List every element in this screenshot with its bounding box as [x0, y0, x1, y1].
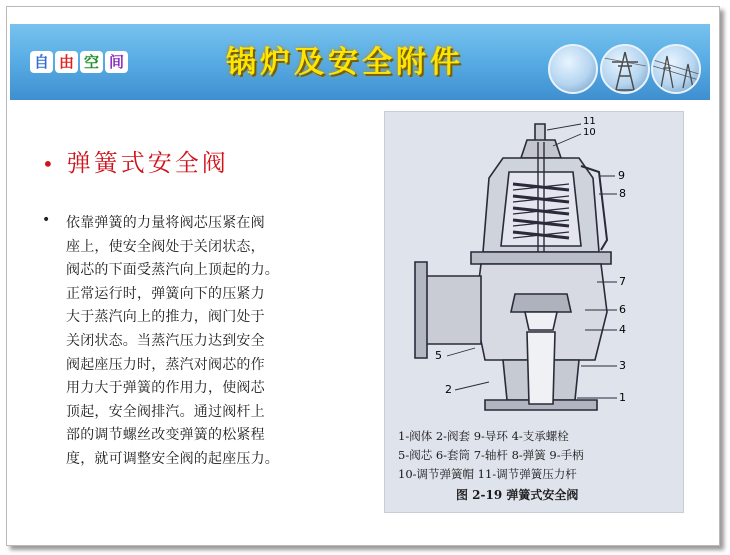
- callout-7: 7: [619, 275, 626, 288]
- paragraph-line: 依靠弹簧的力量将阀芯压紧在阀: [66, 215, 265, 231]
- paragraph-line: 大于蒸汽向上的推力，阀门处于: [66, 309, 265, 326]
- header-photo-pylon-1: [600, 44, 650, 94]
- callout-9: 9: [618, 169, 625, 182]
- heading-bullet: •: [42, 152, 57, 176]
- paragraph-line: 关闭状态。当蒸汽压力达到安全: [66, 332, 265, 349]
- heading-text: 弹簧式安全阀: [66, 149, 229, 177]
- paragraph-line: 顶起，安全阀排汽。通过阀杆上: [66, 403, 265, 420]
- paragraph-line: 阀芯的下面受蒸汽向上顶起的力。: [66, 262, 279, 279]
- callout-8: 8: [619, 187, 626, 200]
- callout-6: 6: [619, 303, 626, 316]
- paragraph-line: 阀起座压力时，蒸汽对阀芯的作: [66, 356, 265, 373]
- paragraph-line: 部的调节螺丝改变弹簧的松紧程: [66, 427, 265, 444]
- power-line-icon: [653, 46, 699, 92]
- figure-caption: 图 2-19 弹簧式安全阀: [456, 488, 579, 502]
- figure-legend: [398, 427, 678, 484]
- legend-line: 1-阀体 2-阀套 9-导环 4-支承螺栓: [398, 429, 569, 443]
- callout-4: 4: [619, 323, 626, 336]
- description-paragraph: [66, 212, 366, 472]
- legend-line: 5-阀芯 6-套筒 7-轴杆 8-弹簧 9-手柄: [398, 448, 584, 462]
- callout-3: 3: [619, 359, 626, 372]
- header-photo-pylon-2: [651, 44, 701, 94]
- callout-11: 11: [583, 116, 596, 127]
- callout-2: 2: [445, 383, 452, 396]
- callout-1: 1: [619, 391, 626, 404]
- paragraph-line: 度，就可调整安全阀的起座压力。: [66, 450, 279, 467]
- logo-char-4: 间: [105, 51, 128, 73]
- header-photo-sky: [548, 44, 598, 94]
- logo-char-2: 由: [55, 51, 78, 73]
- page-title: 锅炉及安全附件: [226, 45, 464, 80]
- legend-line: 10-调节弹簧帽 11-调节弹簧压力杆: [398, 467, 577, 481]
- callout-5: 5: [435, 349, 442, 362]
- logo-char-1: 自: [30, 51, 53, 73]
- power-pylon-icon: [602, 46, 648, 92]
- logo-char-3: 空: [80, 51, 103, 73]
- paragraph-line: 用力大于弹簧的作用力，使阀芯: [66, 380, 265, 397]
- logo: [30, 51, 128, 73]
- paragraph-line: 座上，使安全阀处于关闭状态，: [66, 238, 265, 255]
- section-heading: [42, 143, 229, 178]
- paragraph-bullet: •: [42, 212, 51, 228]
- callout-10: 10: [583, 127, 596, 138]
- paragraph-line: 正常运行时，弹簧向下的压紧力: [66, 285, 265, 302]
- sky-icon: [550, 46, 596, 92]
